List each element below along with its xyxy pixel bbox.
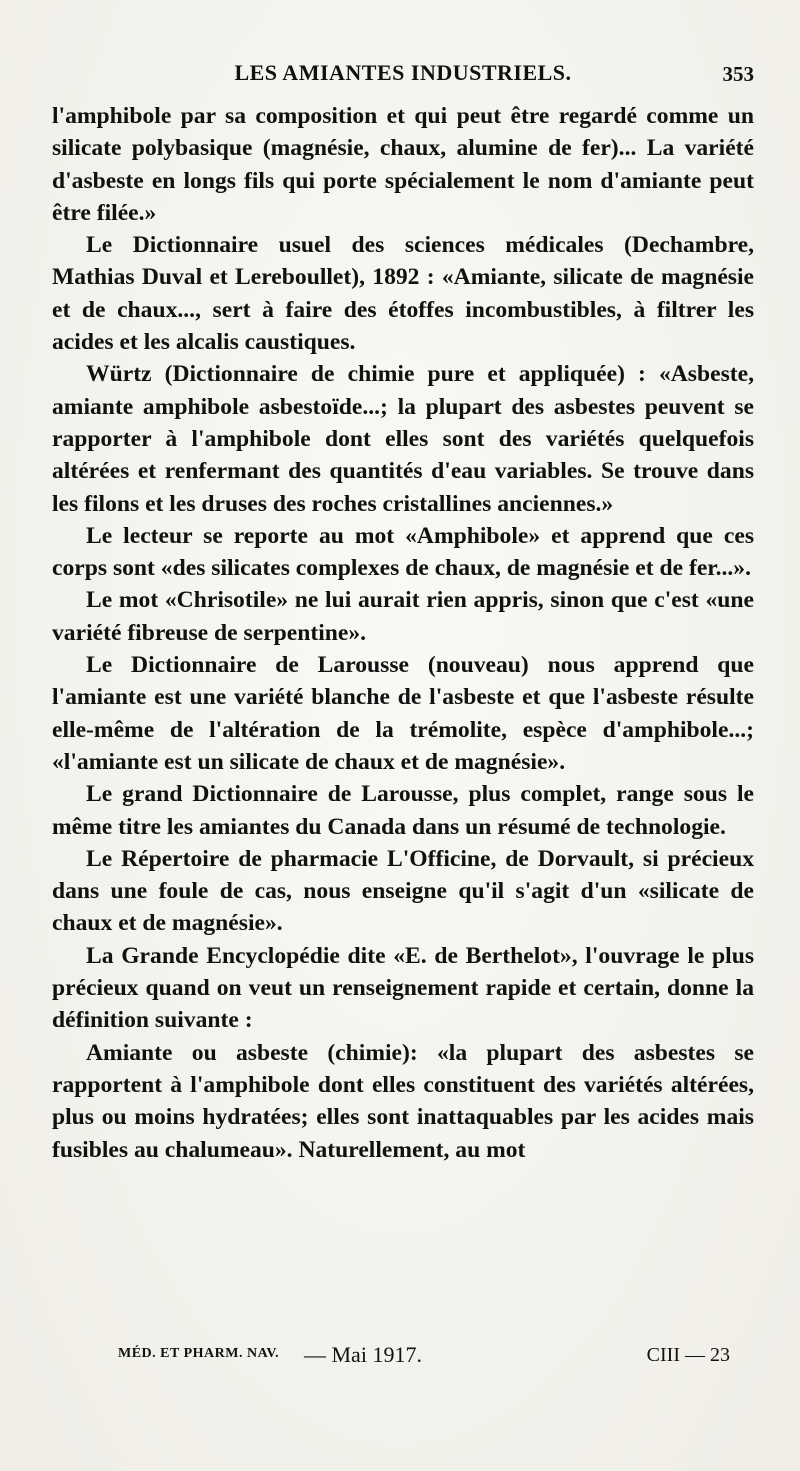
paragraph: Le Répertoire de pharmacie L'Officine, de Dorvault, si précieux dans une foule de cas, nous enseigne qu'il s'agit d'un «silicate de chaux et de magnésie». [52, 845, 754, 937]
paragraph: Le Dictionnaire usuel des sciences médicales (Dechambre, Mathias Duval et Lereboullet), 1892 : «Amiante, silicate de magnésie et de chaux..., sert à faire des étoffes incombustibles, à filtrer les acides et les alcalis caustiques. [52, 232, 754, 356]
paragraph: l'amphibole par sa composition et qui peut être regardé comme un silicate polybasique (magnésie, chaux, alumine de fer)... La variété d'asbeste en longs fils qui porte spécialement le nom d'amiante peut être filée.» [52, 103, 754, 226]
footer-journal: MÉD. ET PHARM. NAV. [118, 1346, 280, 1361]
page-header [52, 60, 754, 92]
page-number: 353 [722, 62, 754, 86]
paragraph: Le Dictionnaire de Larousse (nouveau) nous apprend que l'amiante est une variété blanche de l'asbeste et que l'asbeste résulte elle-même de l'altération de la trémolite, espèce d'amphibole...; «l'amiante est un silicate de chaux et de magnésie». [52, 652, 754, 775]
paragraph: Le mot «Chrisotile» ne lui aurait rien appris, sinon que c'est «une variété fibreuse de serpentine». [52, 587, 754, 646]
footer-date: — Mai 1917. [304, 1342, 422, 1367]
paragraph: Amiante ou asbeste (chimie): «la plupart des asbestes se rapportent à l'amphibole dont elles constituent des variétés altérées, plus ou moins hydratées; elles sont inattaquables par les acides mais fusibles au chalumeau». Naturellement, au mot [52, 1039, 754, 1163]
footer-volume: CIII — 23 [646, 1344, 730, 1366]
page-body [52, 100, 754, 1166]
paragraph: La Grande Encyclopédie dite «E. de Berthelot», l'ouvrage le plus précieux quand on veut un renseignement rapide et certain, donne la définition suivante : [52, 942, 754, 1034]
paragraph: Würtz (Dictionnaire de chimie pure et appliquée) : «Asbeste, amiante amphibole asbestoïde...; la plupart des asbestes peuvent se rapporter à l'amphibole dont elles sont des variétés quelquefois altérées et renfermant des quantités d'eau variables. Se trouve dans les filons et les druses des roches cristallines anciennes.» [52, 361, 754, 517]
page-footer [118, 1342, 730, 1376]
paragraph: Le grand Dictionnaire de Larousse, plus complet, range sous le même titre les amiantes du Canada dans un résumé de technologie. [52, 781, 754, 840]
running-title: LES AMIANTES INDUSTRIELS. [234, 60, 572, 85]
paragraph: Le lecteur se reporte au mot «Amphibole» et apprend que ces corps sont «des silicates complexes de chaux, de magnésie et de fer...». [52, 522, 754, 582]
